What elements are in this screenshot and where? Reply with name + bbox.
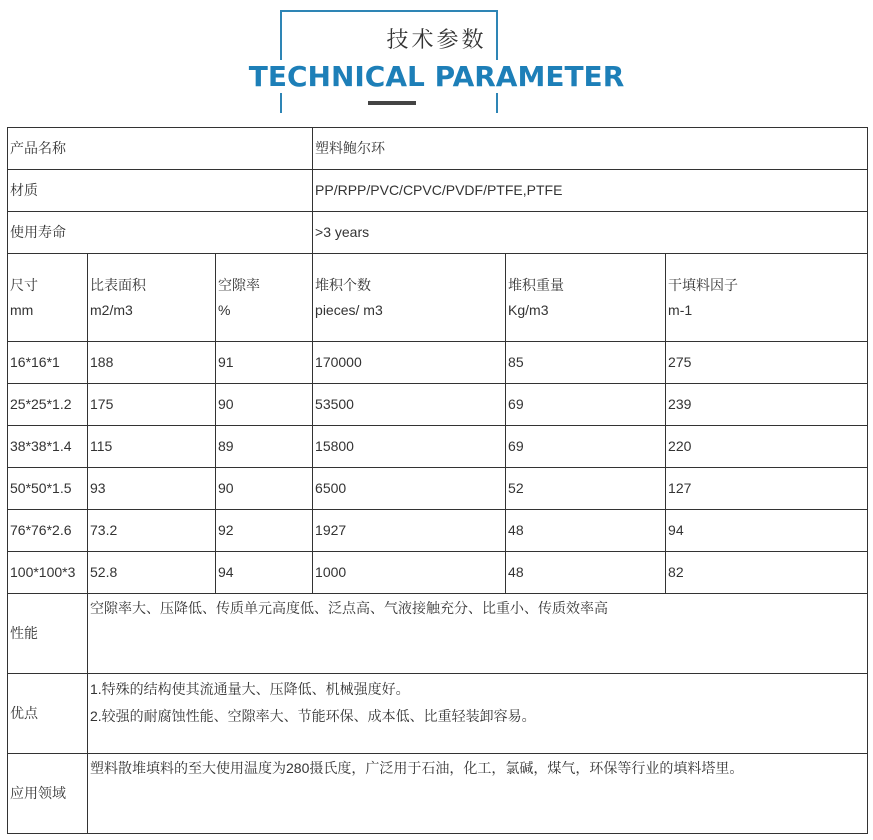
spec-row <box>8 384 868 426</box>
spec-header-cell <box>88 254 216 342</box>
spec-header-unit: mm <box>10 301 34 318</box>
spec-cell: 69 <box>506 384 666 426</box>
spec-cell: 92 <box>216 510 313 552</box>
spec-cell: 175 <box>88 384 216 426</box>
spec-header-unit: % <box>218 301 231 318</box>
spec-cell: 82 <box>666 552 868 594</box>
performance-label: 性能 <box>8 594 88 674</box>
spec-cell: 275 <box>666 342 868 384</box>
product-name-value: 塑料鲍尔环 <box>313 128 868 170</box>
spec-cell: 48 <box>506 552 666 594</box>
spec-header-name: 堆积重量 <box>508 276 565 293</box>
spec-header-cell <box>313 254 506 342</box>
advantages-label: 优点 <box>8 674 88 754</box>
parameter-table <box>7 127 868 834</box>
page-header <box>0 0 873 126</box>
spec-cell: 69 <box>506 426 666 468</box>
spec-cell: 89 <box>216 426 313 468</box>
spec-header-name: 空隙率 <box>218 276 260 293</box>
spec-header-unit: m-1 <box>668 301 693 318</box>
application-text: 塑料散堆填料的至大使用温度为280摄氏度，广泛用于石油，化工，氯碱，煤气，环保等行业的填料塔里。 <box>88 754 868 834</box>
spec-header-name: 干填料因子 <box>668 276 739 293</box>
page-title-cn: 技术参数 <box>386 28 487 53</box>
spec-header-name: 比表面积 <box>90 276 146 293</box>
spec-cell: 50*50*1.5 <box>8 468 88 510</box>
spec-cell: 94 <box>216 552 313 594</box>
spec-row <box>8 426 868 468</box>
spec-cell: 52.8 <box>88 552 216 594</box>
spec-header-cell <box>216 254 313 342</box>
spec-cell: 100*100*3 <box>8 552 88 594</box>
spec-cell: 1927 <box>313 510 506 552</box>
spec-row <box>8 552 868 594</box>
spec-header-cell <box>666 254 868 342</box>
spec-row <box>8 510 868 552</box>
material-value: PP/RPP/PVC/CPVC/PVDF/PTFE,PTFE <box>313 170 868 212</box>
spec-cell: 220 <box>666 426 868 468</box>
table-row <box>8 128 868 170</box>
table-row <box>8 594 868 674</box>
spec-cell: 6500 <box>313 468 506 510</box>
page-title-en-text: TECHNICAL PARAMETER <box>245 60 629 93</box>
spec-cell: 85 <box>506 342 666 384</box>
spec-header-unit: m2/m3 <box>90 301 133 318</box>
table-row <box>8 212 868 254</box>
spec-cell: 90 <box>216 384 313 426</box>
title-underline <box>368 101 416 105</box>
life-value: >3 years <box>313 212 868 254</box>
spec-cell: 239 <box>666 384 868 426</box>
spec-row <box>8 342 868 384</box>
spec-header-cell <box>8 254 88 342</box>
spec-cell: 93 <box>88 468 216 510</box>
spec-cell: 38*38*1.4 <box>8 426 88 468</box>
table-row <box>8 754 868 834</box>
spec-row <box>8 468 868 510</box>
spec-cell: 52 <box>506 468 666 510</box>
advantages-line-2: 2.较强的耐腐蚀性能、空隙率大、节能环保、成本低、比重轻装卸容易。 <box>90 708 536 724</box>
material-label: 材质 <box>8 170 313 212</box>
spec-cell: 170000 <box>313 342 506 384</box>
spec-header-unit: pieces/ m3 <box>315 301 383 318</box>
spec-header-name: 堆积个数 <box>315 276 372 293</box>
spec-header-row <box>8 254 868 342</box>
table-row <box>8 674 868 754</box>
spec-header-name: 尺寸 <box>10 276 38 293</box>
spec-cell: 90 <box>216 468 313 510</box>
spec-cell: 127 <box>666 468 868 510</box>
performance-text: 空隙率大、压降低、传质单元高度低、泛点高、气液接触充分、比重小、传质效率高 <box>88 594 868 674</box>
life-label: 使用寿命 <box>8 212 313 254</box>
spec-header-unit: Kg/m3 <box>508 301 549 318</box>
spec-cell: 76*76*2.6 <box>8 510 88 552</box>
advantages-cell <box>88 674 868 754</box>
application-label: 应用领域 <box>8 754 88 834</box>
advantages-line-1: 1.特殊的结构使其流通量大、压降低、机械强度好。 <box>90 681 410 697</box>
spec-cell: 115 <box>88 426 216 468</box>
spec-cell: 188 <box>88 342 216 384</box>
spec-cell: 73.2 <box>88 510 216 552</box>
spec-cell: 94 <box>666 510 868 552</box>
product-name-label: 产品名称 <box>8 128 313 170</box>
spec-cell: 1000 <box>313 552 506 594</box>
spec-cell: 53500 <box>313 384 506 426</box>
spec-cell: 48 <box>506 510 666 552</box>
table-row <box>8 170 868 212</box>
spec-cell: 25*25*1.2 <box>8 384 88 426</box>
spec-cell: 16*16*1 <box>8 342 88 384</box>
spec-header-cell <box>506 254 666 342</box>
spec-cell: 91 <box>216 342 313 384</box>
page-title-en <box>0 60 873 94</box>
spec-cell: 15800 <box>313 426 506 468</box>
